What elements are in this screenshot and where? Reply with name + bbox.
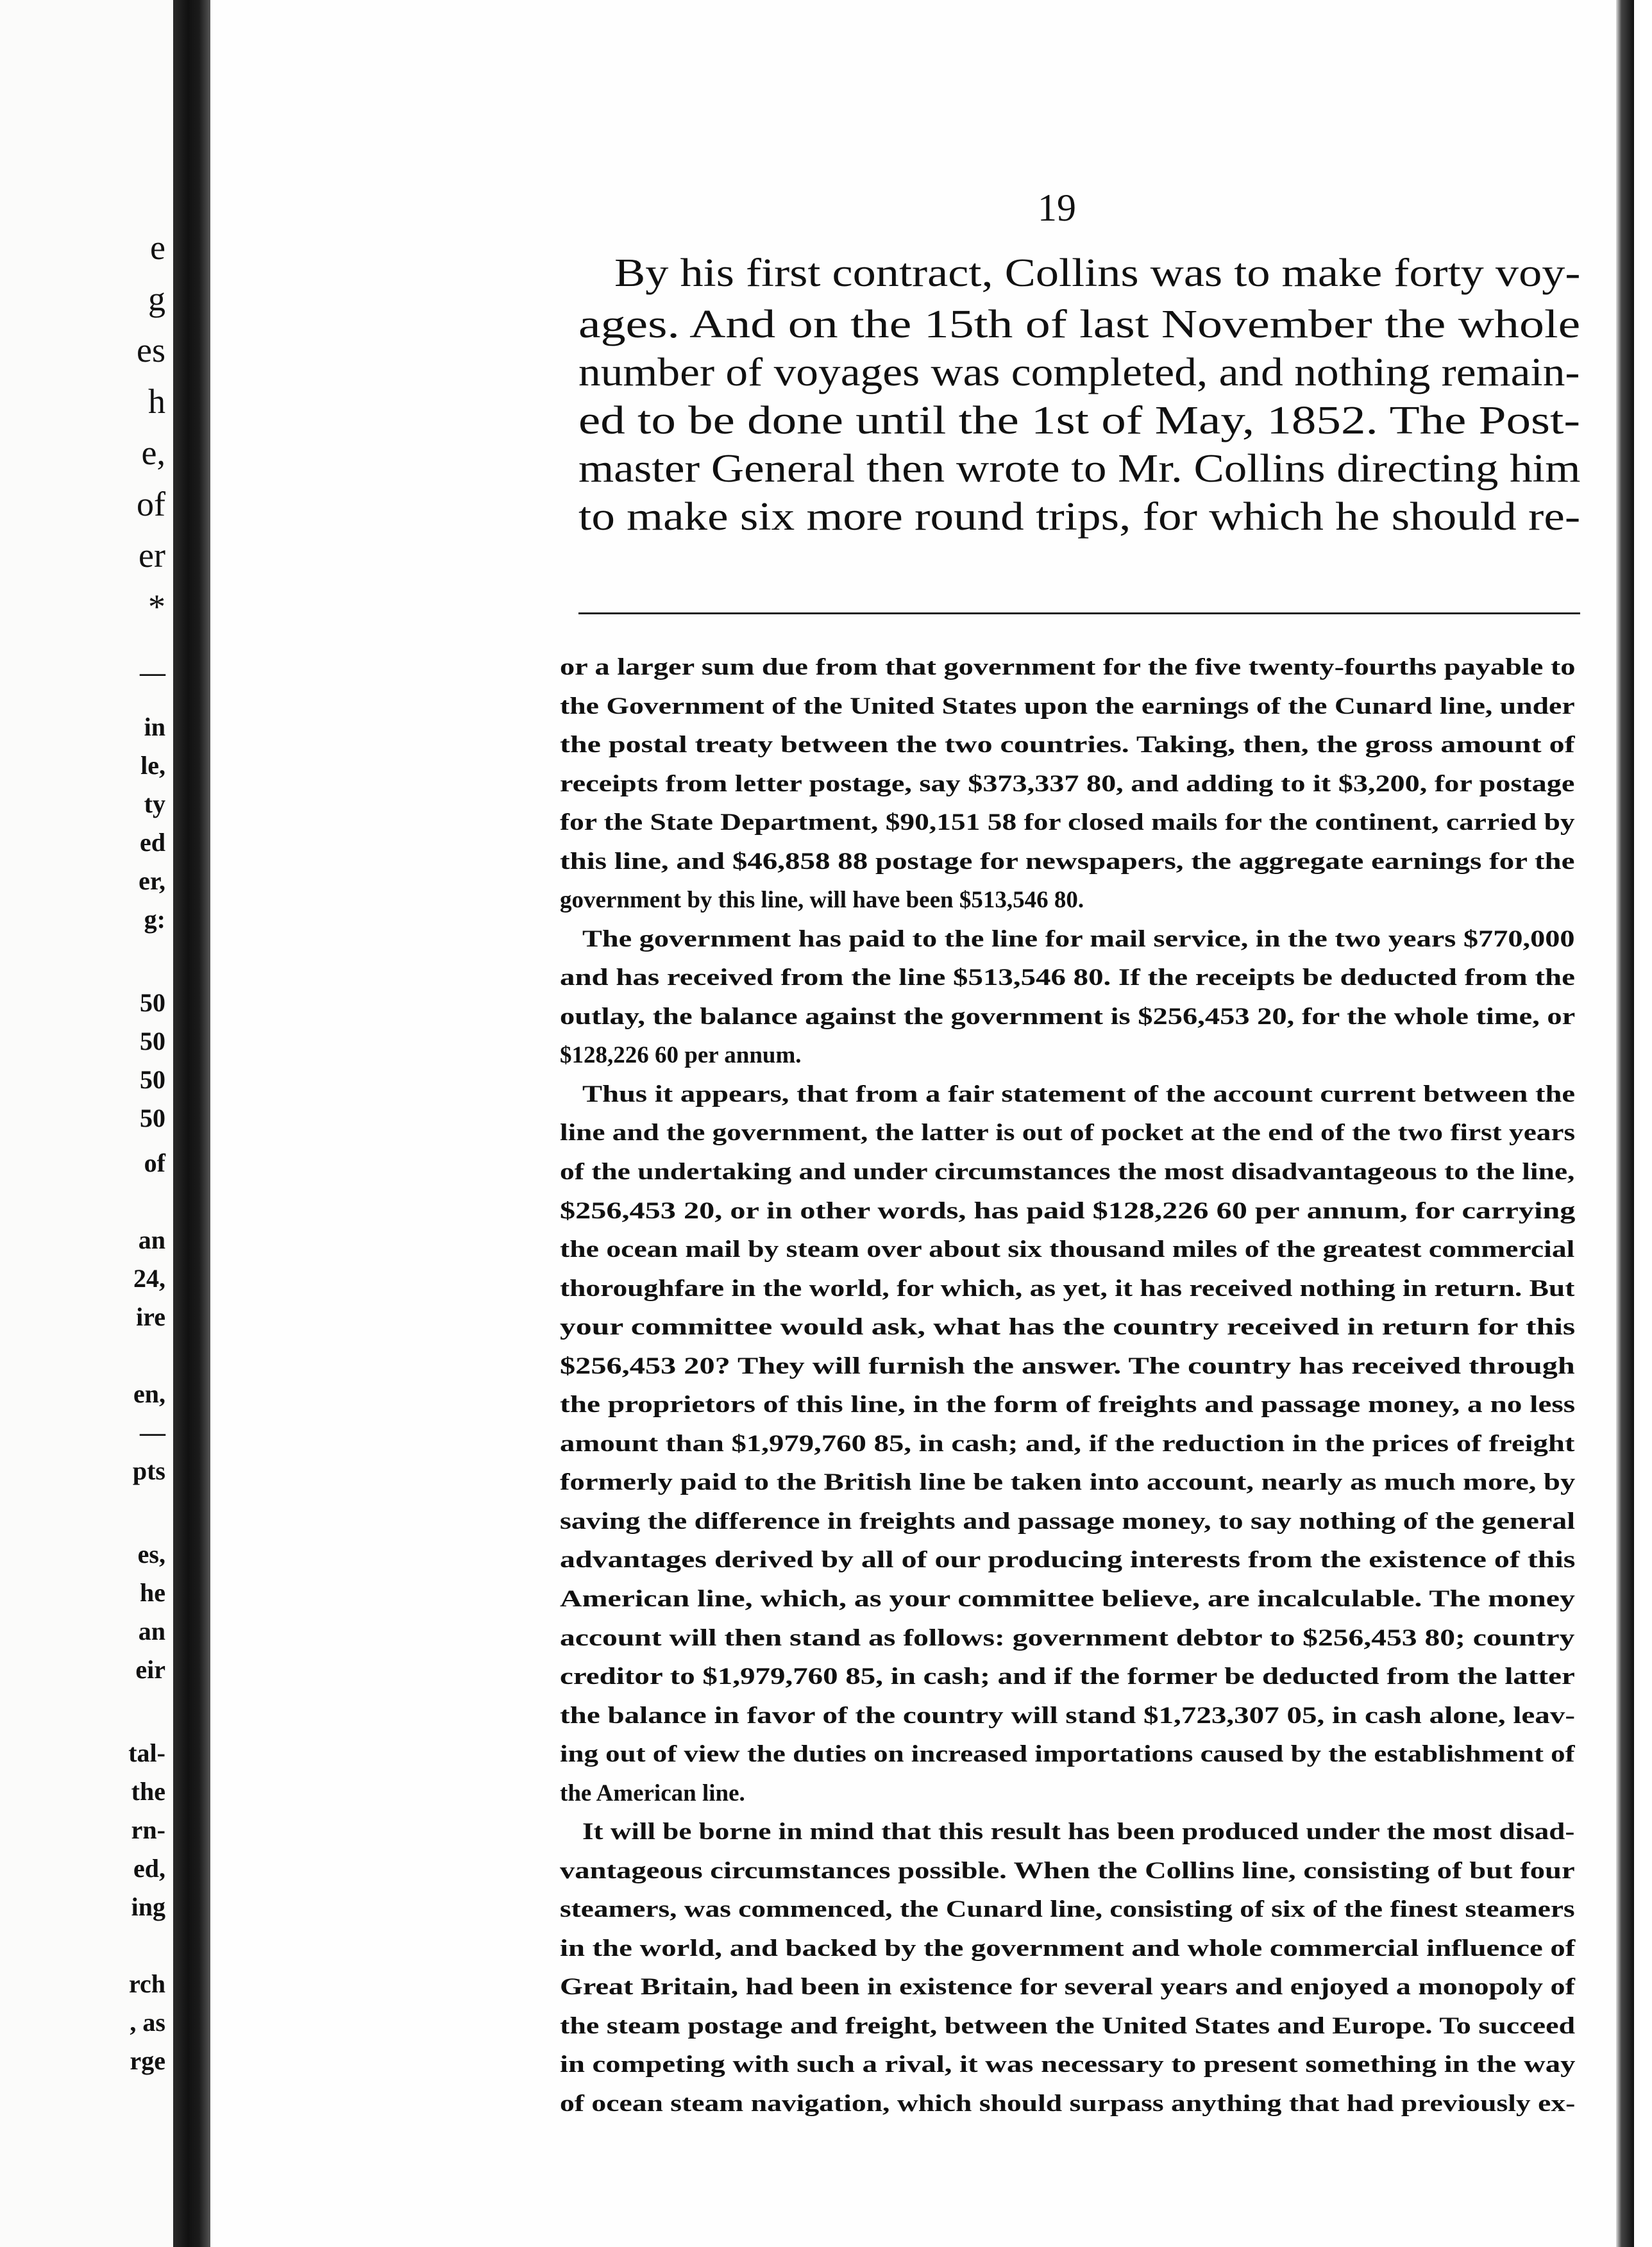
- left-page-line-fragment: —: [140, 658, 165, 687]
- footnote-line: outlay, the balance against the government is $256,453 20, for the whole time, or: [560, 1004, 1576, 1030]
- left-page-line-fragment: ty: [144, 789, 165, 818]
- footnote-line: amount than $1,979,760 85, in cash; and, if the reduction in the prices of freight: [560, 1431, 1575, 1457]
- footnote-line: Thus it appears, that from a fair statement of the account current between the: [582, 1081, 1576, 1107]
- footnote-line: this line, and $46,858 88 postage for newspapers, the aggregate earnings for the: [560, 848, 1575, 875]
- footnote-line: ing out of view the duties on increased importations caused by the establishment of: [560, 1741, 1575, 1767]
- footnote-line: for the State Department, $90,151 58 for closed mails for the continent, carried by: [560, 809, 1575, 836]
- left-page-line-fragment: *: [148, 587, 165, 626]
- footnote-line: creditor to $1,979,760 85, in cash; and if the former be deducted from the latter: [560, 1663, 1575, 1690]
- left-page-line-fragment: , as: [130, 2008, 165, 2037]
- footnote-line: $128,226 60 per annum.: [560, 1042, 802, 1068]
- left-page-line-fragment: en,: [133, 1379, 165, 1408]
- footnote-line: $256,453 20? They will furnish the answer. The country has received through: [560, 1353, 1575, 1379]
- left-page-line-fragment: le,: [140, 751, 165, 780]
- left-page-line-fragment: e: [150, 228, 165, 267]
- left-page-line-fragment: rch: [128, 1969, 165, 1998]
- left-page-line-fragment: es,: [137, 1540, 165, 1569]
- left-page-line-fragment: 50: [140, 1104, 165, 1132]
- footnote-line: or a larger sum due from that government for the five twenty-fourths payable to: [560, 654, 1576, 680]
- footnote-line: formerly paid to the British line be taken into account, nearly as much more, by: [560, 1469, 1576, 1495]
- page-number: 19: [1038, 187, 1076, 229]
- text-line: master General then wrote to Mr. Collins directing him: [578, 447, 1581, 491]
- left-page-line-fragment: rn-: [131, 1815, 165, 1844]
- footnote-line: the ocean mail by steam over about six thousand miles of the greatest commercial: [560, 1236, 1575, 1263]
- footnote-line: the postal treaty between the two countries. Taking, then, the gross amount of: [560, 732, 1575, 758]
- left-page-line-fragment: 24,: [133, 1264, 165, 1293]
- footnote-line: in competing with such a rival, it was necessary to present something in the way: [560, 2051, 1576, 2078]
- left-page-line-fragment: an: [138, 1225, 165, 1254]
- footnote-line: the proprietors of this line, in the form of freights and passage money, a no less: [560, 1392, 1576, 1418]
- left-page-line-fragment: of: [144, 1149, 165, 1177]
- left-page-line-fragment: g:: [144, 905, 165, 934]
- footnote-line: account will then stand as follows: government debtor to $256,453 80; country: [560, 1625, 1575, 1651]
- left-page-line-fragment: ed,: [133, 1854, 165, 1883]
- footnote-line: the American line.: [560, 1780, 745, 1806]
- left-page-line-fragment: pts: [132, 1456, 165, 1485]
- left-page-line-fragment: the: [131, 1777, 165, 1806]
- footnote-line: $256,453 20, or in other words, has paid $128,226 60 per annum, for carrying: [560, 1198, 1576, 1224]
- footnote-line: It will be borne in mind that this result has been produced under the most disad-: [582, 1819, 1575, 1845]
- text-line: By his first contract, Collins was to make forty voy-: [614, 251, 1581, 295]
- left-page-line-fragment: g: [148, 280, 165, 318]
- footnote-line: thoroughfare in the world, for which, as yet, it has received nothing in return. But: [560, 1275, 1575, 1302]
- footnote-line: steamers, was commenced, the Cunard line, consisting of six of the finest steamers: [560, 1896, 1575, 1923]
- footnote-line: the balance in favor of the country will stand $1,723,307 05, in cash alone, leav-: [560, 1703, 1576, 1729]
- left-page-line-fragment: rge: [130, 2046, 165, 2075]
- left-page-line-fragment: er,: [139, 866, 165, 895]
- left-page-line-fragment: 50: [140, 988, 165, 1017]
- left-page-line-fragment: an: [138, 1617, 165, 1645]
- footnote-text: [210, 0, 1634, 2247]
- footnote-line: the steam postage and freight, between the United States and Europe. To succeed: [560, 2013, 1576, 2039]
- footnote-line: advantages derived by all of our producing interests from the existence of this: [560, 1547, 1576, 1573]
- left-page-line-fragment: 50: [140, 1027, 165, 1056]
- footnote-line: of the undertaking and under circumstances the most disadvantageous to the line,: [560, 1159, 1575, 1185]
- footnote-line: saving the difference in freights and passage money, to say nothing of the general: [560, 1508, 1576, 1535]
- left-page-line-fragment: he: [140, 1578, 165, 1607]
- page-edge-shadow: [1616, 0, 1634, 2247]
- footnote-line: Great Britain, had been in existence for several years and enjoyed a monopoly of: [560, 1974, 1575, 2000]
- left-page-line-fragment: es: [137, 331, 165, 369]
- right-page: [210, 0, 1634, 2247]
- footnote-line: government by this line, will have been $513,546 80.: [560, 887, 1084, 913]
- left-page-line-fragment: of: [137, 485, 165, 523]
- footnote-line: in the world, and backed by the government and whole commercial influence of: [560, 1935, 1576, 1962]
- text-line: number of voyages was completed, and nothing remain-: [578, 351, 1580, 394]
- footnote-line: receipts from letter postage, say $373,337 80, and adding to it $3,200, for postage: [560, 771, 1575, 797]
- left-page-line-fragment: tal-: [128, 1738, 165, 1767]
- left-page-line-fragment: ed: [140, 828, 165, 857]
- footnote-line: The government has paid to the line for mail service, in the two years $770,000: [582, 926, 1575, 952]
- text-line: ages. And on the 15th of last November the whole: [578, 303, 1581, 346]
- left-page-line-fragment: h: [148, 382, 165, 421]
- footnote-line: and has received from the line $513,546 80. If the receipts be deducted from the: [560, 964, 1575, 991]
- left-page-fragment: [0, 0, 173, 2247]
- footnote-line: line and the government, the latter is out of pocket at the end of the two first years: [560, 1120, 1576, 1146]
- footnote-line: the Government of the United States upon the earnings of the Cunard line, under: [560, 693, 1575, 720]
- left-page-line-fragment: ire: [136, 1302, 165, 1331]
- left-page-line-fragment: ing: [131, 1892, 165, 1921]
- left-page-line-fragment: in: [144, 712, 165, 741]
- text-line: ed to be done until the 1st of May, 1852. The Post-: [578, 399, 1581, 442]
- book-gutter: [173, 0, 210, 2247]
- left-page-line-fragment: er: [139, 536, 165, 575]
- text-line: to make six more round trips, for which he should re-: [578, 495, 1581, 539]
- footnote-line: vantageous circumstances possible. When the Collins line, consisting of but four: [560, 1858, 1575, 1884]
- left-page-line-fragment: eir: [135, 1655, 165, 1684]
- footnote-line: of ocean steam navigation, which should surpass anything that had previously ex-: [560, 2091, 1576, 2117]
- left-page-line-fragment: e,: [141, 433, 165, 472]
- left-page-line-fragment: 50: [140, 1065, 165, 1094]
- left-page-line-fragment: —: [140, 1418, 165, 1447]
- footnote-line: your committee would ask, what has the country received in return for this: [560, 1314, 1576, 1340]
- footnote-line: American line, which, as your committee believe, are incalculable. The money: [560, 1586, 1575, 1612]
